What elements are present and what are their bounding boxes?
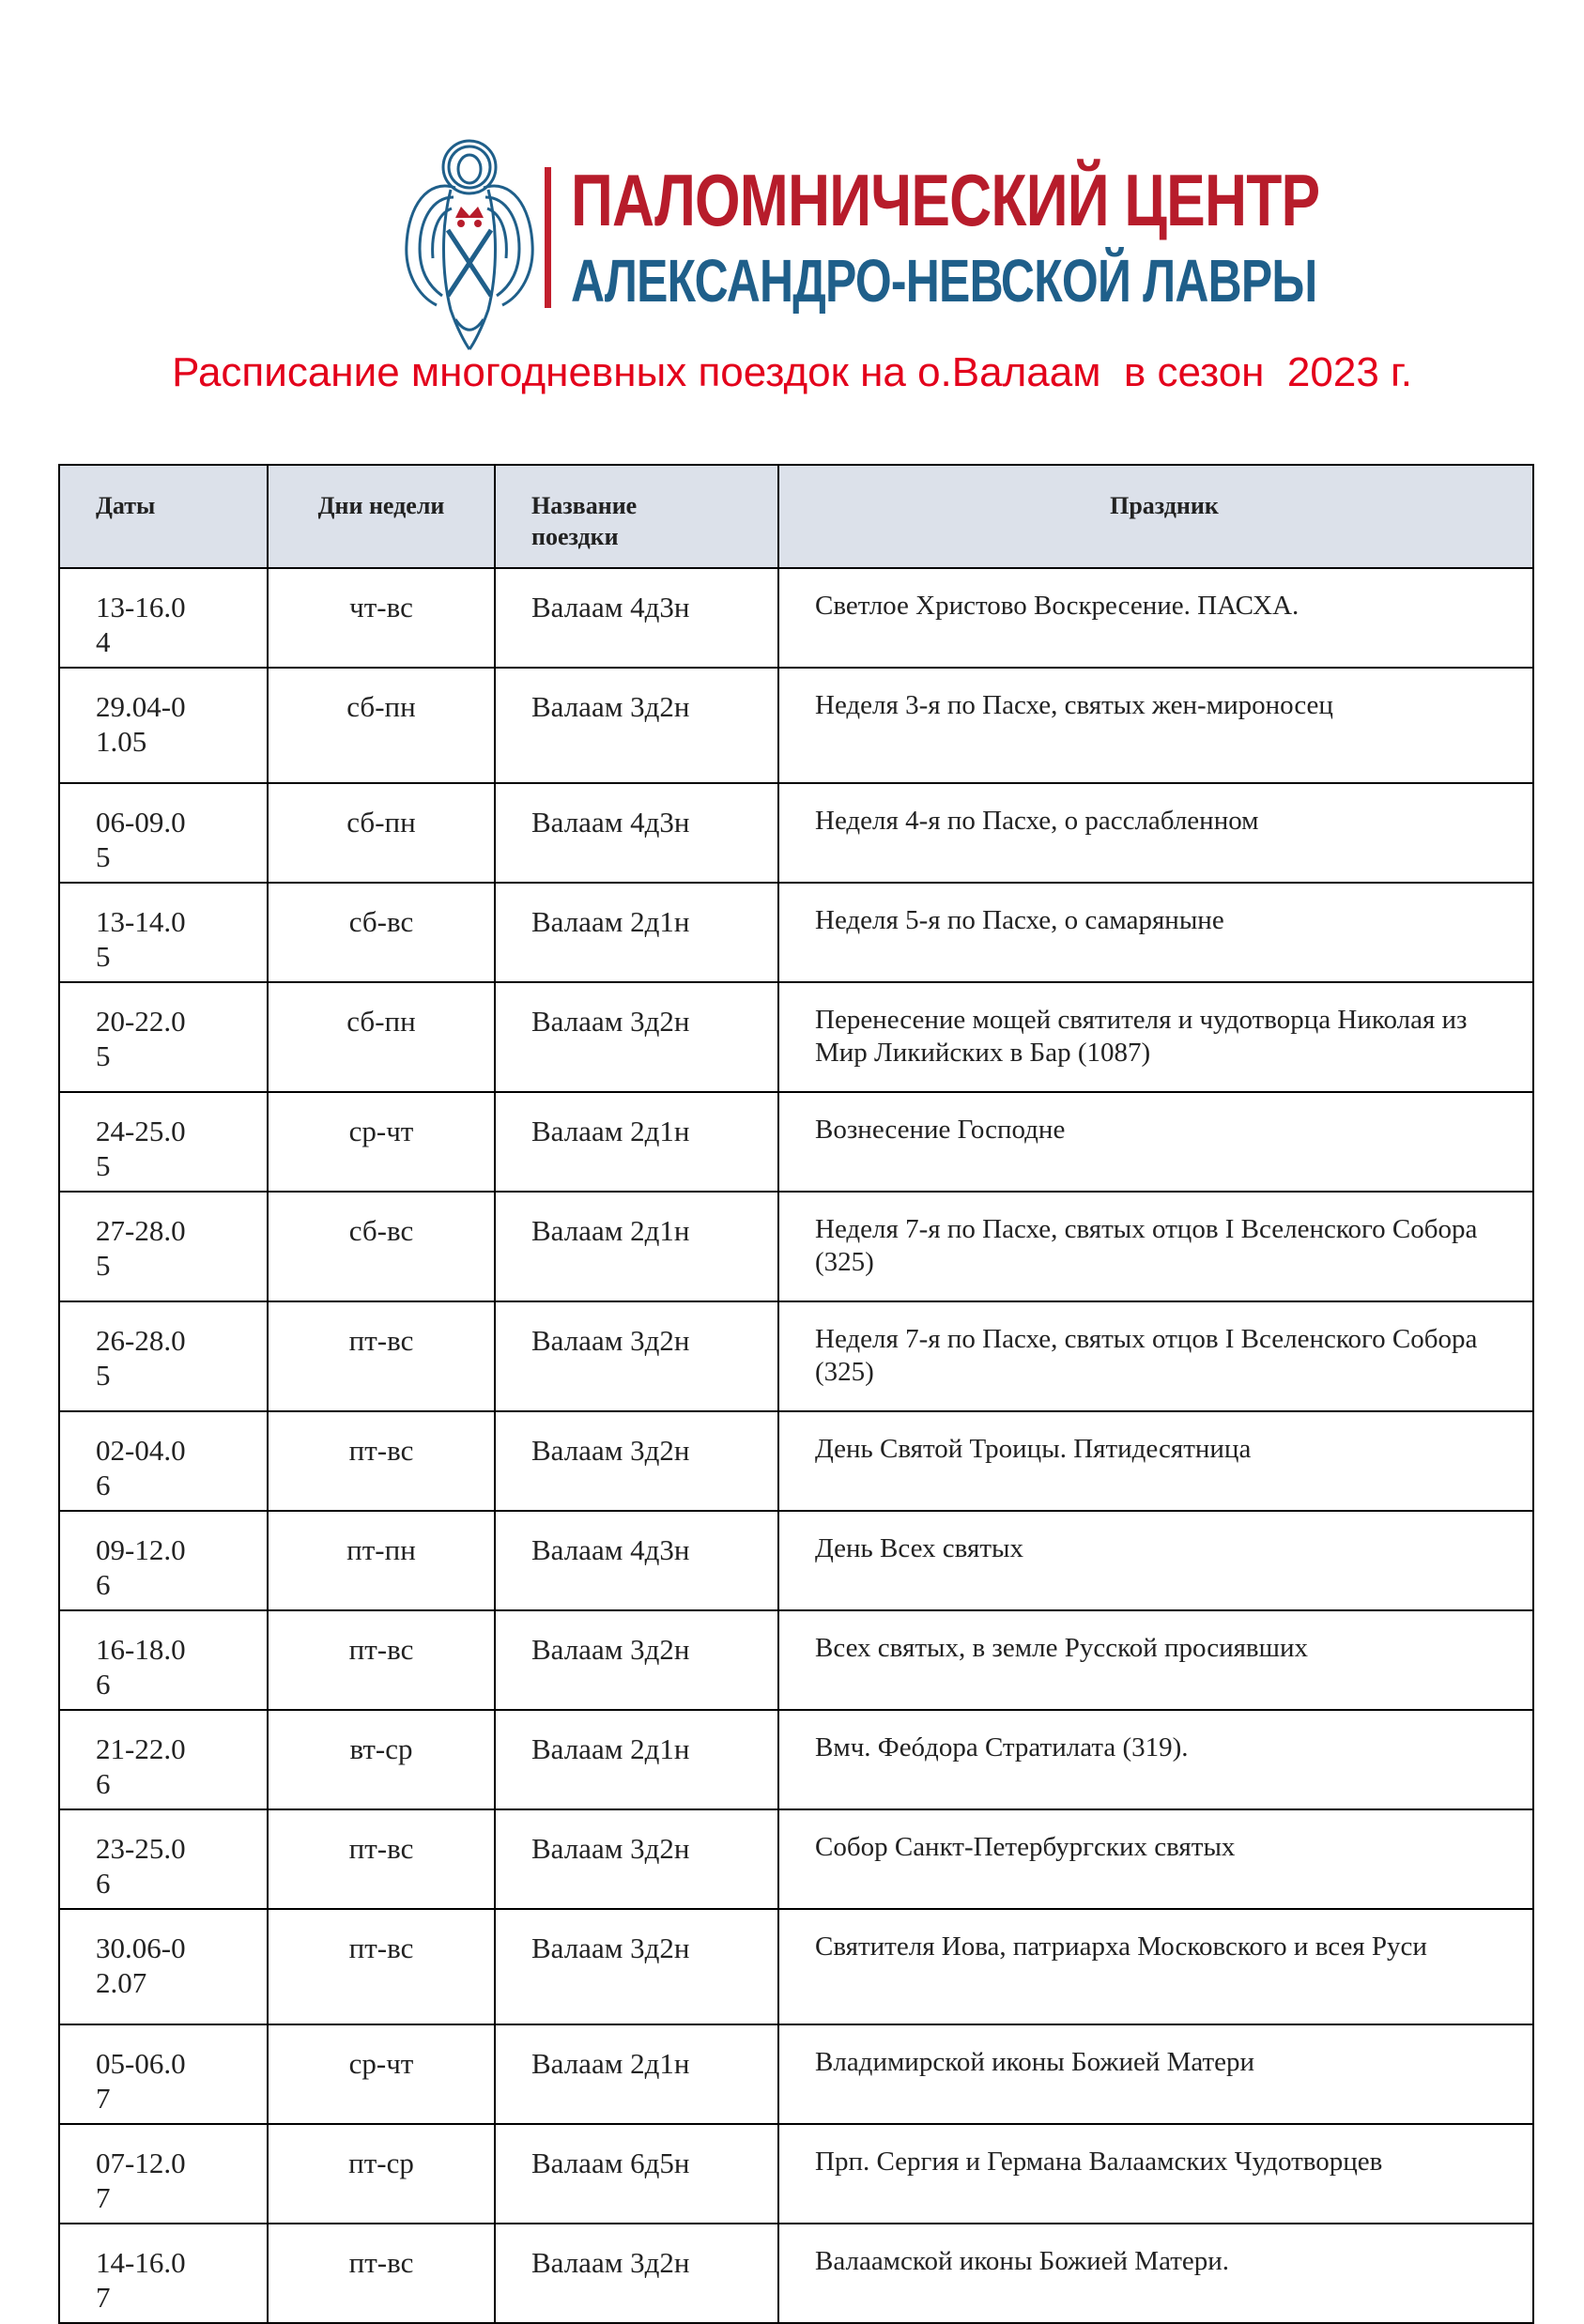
table-row [59,1710,1533,1809]
holiday-cell: Святителя Иова, патриарха Московского и всея Руси [778,1909,1533,2024]
trip-cell: Валаам 4д3н [495,1511,778,1610]
dates-text: 27-28.05 [96,1214,186,1282]
logo-title-line1: ПАЛОМНИЧЕСКИЙ ЦЕНТР [571,159,1320,241]
table-row [59,1301,1533,1411]
trip-cell: Валаам 3д2н [495,1909,778,2024]
holiday-cell: Неделя 5-я по Пасхе, о самаряныне [778,883,1533,982]
dates-text: 26-28.05 [96,1324,186,1392]
days-cell: пт-вс [268,1909,495,2024]
document-title: Расписание многодневных поездок на о.Валаам в сезон 2023 г. [172,349,1412,395]
trip-cell: Валаам 3д2н [495,1809,778,1909]
days-cell: сб-пн [268,982,495,1092]
trip-cell: Валаам 2д1н [495,1192,778,1301]
dates-cell [59,1809,268,1909]
holiday-cell: Собор Санкт-Петербургских святых [778,1809,1533,1909]
days-cell: пт-ср [268,2124,495,2224]
table-row [59,2024,1533,2124]
dates-cell [59,668,268,783]
table-row [59,783,1533,883]
table-row [59,883,1533,982]
dates-cell [59,1610,268,1710]
holiday-cell: Неделя 7-я по Пасхе, святых отцов I Вселенского Собора (325) [778,1301,1533,1411]
table-row [59,668,1533,783]
table-row [59,1192,1533,1301]
holiday-cell: Неделя 7-я по Пасхе, святых отцов I Вселенского Собора (325) [778,1192,1533,1301]
dates-text: 13-14.05 [96,905,186,973]
trip-cell: Валаам 6д5н [495,2124,778,2224]
days-cell: сб-вс [268,883,495,982]
header-dates: Даты [59,465,268,568]
dates-cell [59,1192,268,1301]
trip-cell: Валаам 2д1н [495,1092,778,1192]
dates-text: 16-18.06 [96,1633,186,1701]
holiday-cell: Перенесение мощей святителя и чудотворца Николая из Мир Ликийских в Бар (1087) [778,982,1533,1092]
dates-text: 05-06.07 [96,2047,186,2115]
days-cell: пт-вс [268,1610,495,1710]
dates-cell [59,1092,268,1192]
table-row [59,982,1533,1092]
dates-text: 20-22.05 [96,1005,186,1072]
days-cell: пт-вс [268,2224,495,2323]
dates-cell [59,783,268,883]
dates-cell [59,2024,268,2124]
dates-text: 24-25.05 [96,1115,186,1182]
table-row [59,1909,1533,2024]
trip-cell: Валаам 4д3н [495,568,778,668]
dates-cell [59,1710,268,1809]
table-row [59,568,1533,668]
dates-text: 07-12.07 [96,2147,186,2214]
dates-cell [59,982,268,1092]
table-row [59,1610,1533,1710]
trip-cell: Валаам 3д2н [495,668,778,783]
holiday-cell: Вмч. Феóдора Стратилата (319). [778,1710,1533,1809]
dates-text: 02-04.06 [96,1434,186,1501]
dates-text: 21-22.06 [96,1732,186,1800]
dates-cell [59,2124,268,2224]
table-row [59,1511,1533,1610]
days-cell: сб-пн [268,783,495,883]
dates-cell [59,2224,268,2323]
trip-cell: Валаам 3д2н [495,2224,778,2323]
dates-cell [59,1909,268,2024]
logo-divider [545,167,551,308]
dates-text: 23-25.06 [96,1832,186,1900]
table-row [59,1411,1533,1511]
trip-cell: Валаам 2д1н [495,883,778,982]
header-holiday: Праздник [778,465,1533,568]
days-cell: пт-пн [268,1511,495,1610]
dates-cell [59,568,268,668]
holiday-cell: Вознесение Господне [778,1092,1533,1192]
trip-cell: Валаам 2д1н [495,2024,778,2124]
table-row [59,2124,1533,2224]
header-days: Дни недели [268,465,495,568]
table-row [59,1809,1533,1909]
dates-text: 09-12.06 [96,1533,186,1601]
dates-cell [59,1411,268,1511]
table-row [59,2224,1533,2323]
dates-text: 14-16.07 [96,2246,186,2314]
holiday-cell: Валаамской иконы Божией Матери. [778,2224,1533,2323]
dates-text: 06-09.05 [96,806,186,873]
days-cell: чт-вс [268,568,495,668]
header-trip-label: Название поездки [531,492,638,550]
holiday-cell: Владимирской иконы Божией Матери [778,2024,1533,2124]
days-cell: ср-чт [268,2024,495,2124]
angel-emblem-icon [399,131,540,352]
trip-cell: Валаам 3д2н [495,1411,778,1511]
dates-cell [59,1511,268,1610]
holiday-cell: Светлое Христово Воскресение. ПАСХА. [778,568,1533,668]
logo-title-line2: АЛЕКСАНДРО-НЕВСКОЙ ЛАВРЫ [571,247,1317,315]
days-cell: пт-вс [268,1411,495,1511]
trip-cell: Валаам 2д1н [495,1710,778,1809]
trip-cell: Валаам 4д3н [495,783,778,883]
holiday-cell: День Святой Троицы. Пятидесятница [778,1411,1533,1511]
schedule-body [59,568,1533,2323]
header-trip [495,465,778,568]
dates-cell [59,1301,268,1411]
holiday-cell: Неделя 4-я по Пасхе, о расслабленном [778,783,1533,883]
days-cell: ср-чт [268,1092,495,1192]
days-cell: пт-вс [268,1809,495,1909]
trip-cell: Валаам 3д2н [495,982,778,1092]
holiday-cell: Прп. Сергия и Германа Валаамских Чудотворцев [778,2124,1533,2224]
table-header-row [59,465,1533,568]
dates-cell [59,883,268,982]
dates-text: 30.06-02.07 [96,1932,186,1999]
holiday-cell: День Всех святых [778,1511,1533,1610]
days-cell: пт-вс [268,1301,495,1411]
table-row [59,1092,1533,1192]
days-cell: сб-вс [268,1192,495,1301]
dates-text: 29.04-01.05 [96,690,186,758]
dates-text: 13-16.04 [96,591,186,658]
trip-cell: Валаам 3д2н [495,1301,778,1411]
holiday-cell: Всех святых, в земле Русской просиявших [778,1610,1533,1710]
days-cell: сб-пн [268,668,495,783]
trip-cell: Валаам 3д2н [495,1610,778,1710]
holiday-cell: Неделя 3-я по Пасхе, святых жен-мироносец [778,668,1533,783]
days-cell: вт-ср [268,1710,495,1809]
schedule-table [58,464,1534,2324]
